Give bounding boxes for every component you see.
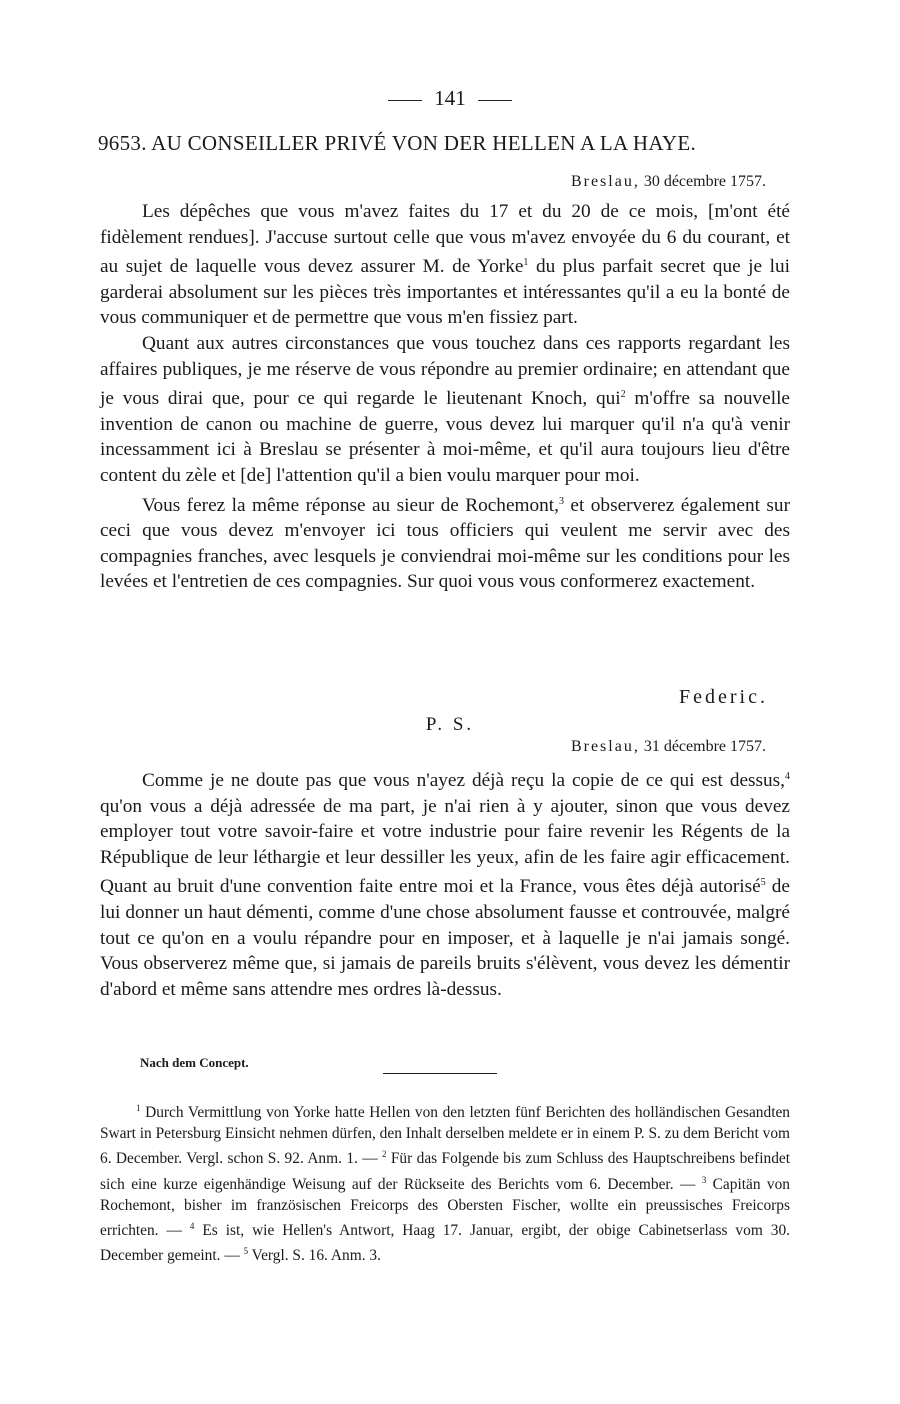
postscript-date: 31 décembre 1757. bbox=[643, 738, 766, 755]
postscript-paragraph bbox=[100, 764, 790, 1002]
footnote-mark-4: 4 bbox=[189, 1221, 195, 1232]
letter-paragraph-2 bbox=[100, 331, 790, 489]
footnote-block bbox=[100, 1098, 790, 1266]
letter-title: 9653. AU CONSEILLER PRIVÉ VON DER HELLEN A LA HAYE. bbox=[98, 131, 697, 155]
footnote-text-5: Vergl. S. 16. Anm. 3. bbox=[248, 1247, 381, 1265]
footnotes bbox=[100, 1098, 790, 1266]
postscript-text-b: qu'on vous a déjà adressée de ma part, je n'ai rien à y ajouter, sinon que vous devez employer tout votre savoir-faire et votre industrie pour faire revenir les Régents de la République de leur léthargie et leur dessiller les yeux, afin de les faire agir efficacement. Quant au bruit d'une convention faite entre moi et la France, vous êtes déjà autorisé bbox=[100, 795, 790, 898]
header-dash-left bbox=[388, 100, 422, 101]
postscript-heading: P. S. bbox=[425, 714, 475, 735]
letter-paragraph-1 bbox=[100, 199, 790, 331]
footnote-ref-3: 3 bbox=[558, 495, 564, 507]
footnote-text-4: Es ist, wie Hellen's Antwort, Haag 17. Januar, ergibt, der obige Cabinetserlass vom 30. December gemeint. — bbox=[100, 1222, 790, 1265]
letter-p1-text-a: Les dépêches que vous m'avez faites du 17 et du 20 de ce mois, [m'ont été fidèlement rendues]. J'accuse surtout celle que vous m'avez envoyée du 6 du courant, et au sujet de laquelle vous devez assurer M. de Yorke bbox=[100, 201, 790, 278]
letter-place: Breslau, bbox=[570, 173, 640, 190]
footnote-mark-3: 3 bbox=[701, 1174, 707, 1185]
signature: Federic. bbox=[679, 686, 768, 708]
footnote-separator bbox=[383, 1073, 497, 1074]
header-dash-right bbox=[478, 100, 512, 101]
postscript-body bbox=[100, 764, 790, 1002]
letter-p1-text-b: du plus parfait secret que je lui garderai absolument sur les pièces très importantes et intéressantes qu'il a eu la bonté de vous communiquer et de permettre que vous m'en fissiez part. bbox=[100, 256, 790, 329]
postscript-dateline bbox=[0, 738, 766, 756]
footnote-ref-5: 5 bbox=[760, 877, 766, 889]
letter-p3-text-a: Vous ferez la même réponse au sieur de Rochemont, bbox=[142, 494, 559, 516]
letter-date: 30 décembre 1757. bbox=[643, 173, 766, 190]
letter-p2-text-a: Quant aux autres circonstances que vous touchez dans ces rapports regardant les affaires publiques, je me réserve de vous répondre au premier ordinaire; en attendant que je vous dirai que, pour ce qui regarde le lieutenant Knoch, qui bbox=[100, 332, 790, 410]
letter-paragraph-3 bbox=[100, 489, 790, 595]
footnote-mark-2: 2 bbox=[382, 1149, 387, 1160]
footnote-ref-4: 4 bbox=[785, 771, 790, 782]
footnote-mark-1: 1 bbox=[136, 1103, 141, 1113]
letter-p3-text-b: et observerez également sur ceci que vous devez m'envoyer ici tous officiers qui veulent me servir avec des compagnies franches, avec lesquels je conviendrai moi-même sur les conditions pour les levées et l'entretien de ces compagnies. Sur quoi vous vous conformerez exactement. bbox=[100, 494, 790, 593]
letter-body bbox=[100, 199, 790, 595]
footnote-ref-2: 2 bbox=[620, 389, 626, 401]
letter-dateline bbox=[0, 173, 766, 191]
page-header bbox=[0, 86, 900, 111]
postscript-place: Breslau, bbox=[570, 738, 640, 755]
postscript-text-a: Comme je ne doute pas que vous n'ayez déjà reçu la copie de ce qui est dessus, bbox=[142, 770, 785, 791]
footnote-text-3: Capitän von Rochemont, bisher im französischen Freicorps des Obersten Fischer, wollte ein preussisches Freicorps errichten. — bbox=[100, 1175, 791, 1240]
footnote-ref-1: 1 bbox=[523, 257, 529, 269]
letter-p2-text-b: m'offre sa nouvelle invention de canon ou machine de guerre, vous devez lui marquer qu'il n'a qu'à venir incessamment ici à Breslau se présenter à moi-même, et qu'il aura toujours lieu d'être content du zèle et [de] l'attention qu'il a bien voulu marquer pour moi. bbox=[100, 388, 790, 486]
postscript-text-c: de lui donner un haut démenti, comme d'une chose absolument fausse et controuvée, malgré tout ce qu'on en a voulu répandre pour en imposer, et à laquelle je n'ai jamais songé. Vous observerez même que, si jamais de pareils bruits s'élèvent, vous devez les démentir d'abord et même sans attendre mes ordres là-dessus. bbox=[100, 876, 790, 1000]
page-number: 141 bbox=[434, 86, 466, 110]
footnote-text-1: Durch Vermittlung von Yorke hatte Hellen von den letzten fünf Berichten des holländischen Gesandten Swart in Petersburg Einsicht nehmen dürfen, den Inhalt derselben meldete er in einem P. S. zu dem Bericht vom 6. December. Vergl. schon S. 92. Anm. 1. — bbox=[100, 1104, 790, 1168]
source-note: Nach dem Concept. bbox=[140, 1055, 249, 1070]
footnote-mark-5: 5 bbox=[243, 1246, 249, 1257]
footnote-text-2: Für das Folgende bis zum Schluss des Hauptschreibens befindet sich eine kurze eigenhändige Weisung auf der Rückseite des Berichts vom 6. December. — bbox=[100, 1150, 791, 1193]
